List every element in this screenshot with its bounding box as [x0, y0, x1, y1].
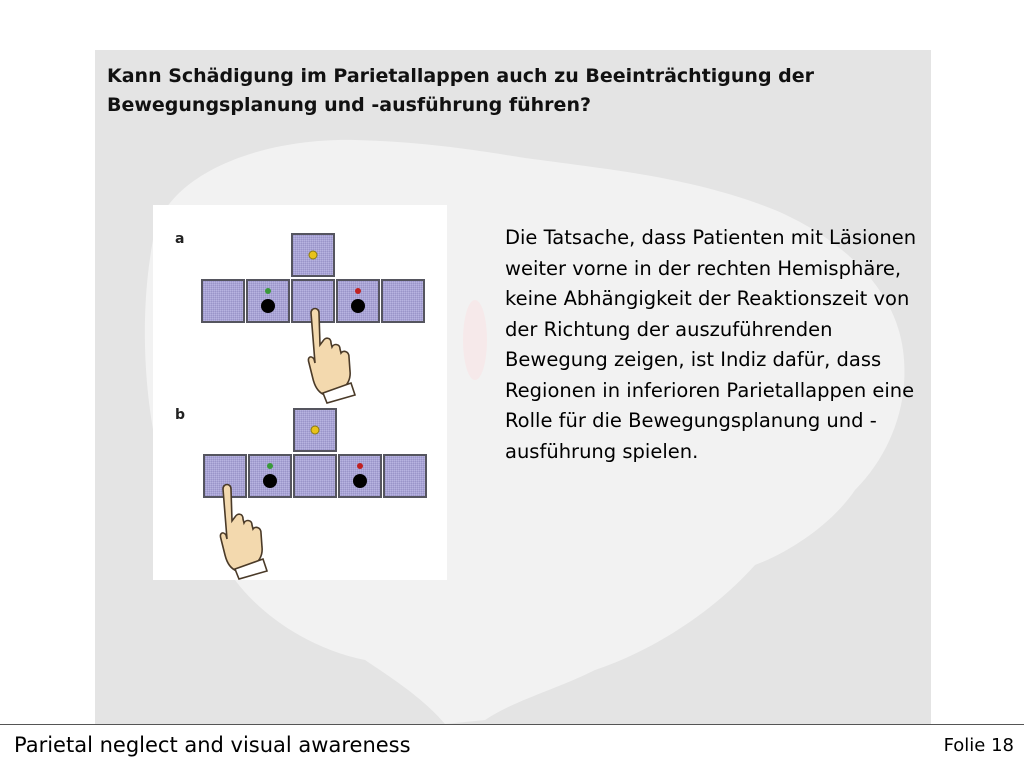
target-dot-icon: [355, 288, 361, 294]
slide-title: Kann Schädigung im Parietallappen auch zu Beeinträchtigung der Bewegungsplanung und -ausführung führen?: [107, 65, 815, 116]
footer-title: Parietal neglect and visual awareness: [14, 733, 411, 757]
box-row-5: [382, 280, 424, 322]
slide-panel: [95, 50, 931, 724]
box-row-3: [294, 455, 336, 497]
target-dot-icon: [351, 299, 365, 313]
figure-hand-pointing-task: [153, 205, 447, 580]
panel-b-label: b: [175, 407, 186, 423]
panel-a-label: a: [175, 231, 185, 247]
panel-a: [202, 234, 424, 403]
target-dot-icon: [267, 463, 273, 469]
footer-divider: [0, 724, 1024, 725]
target-dot-icon: [263, 474, 277, 488]
fixation-dot-icon: [311, 426, 319, 434]
panel-b: [204, 409, 426, 579]
box-row-5: [384, 455, 426, 497]
pointing-hand-icon: [220, 485, 267, 580]
page-number: Folie 18: [943, 735, 1014, 756]
box-row-1: [202, 280, 244, 322]
target-dot-icon: [261, 299, 275, 313]
fixation-dot-icon: [309, 251, 317, 259]
target-dot-icon: [353, 474, 367, 488]
target-dot-icon: [265, 288, 271, 294]
body-text: Die Tatsache, dass Patienten mit Läsionen weiter vorne in der rechten Hemisphäre, keine Abhängigkeit der Reaktionszeit von der Richtung der auszuführenden Bewegung zeigen, ist Indiz dafür, dass Regionen in inferioren Parietallappen eine Rolle für die Bewegungsplanung und -ausführung spielen.: [505, 226, 917, 463]
target-dot-icon: [357, 463, 363, 469]
